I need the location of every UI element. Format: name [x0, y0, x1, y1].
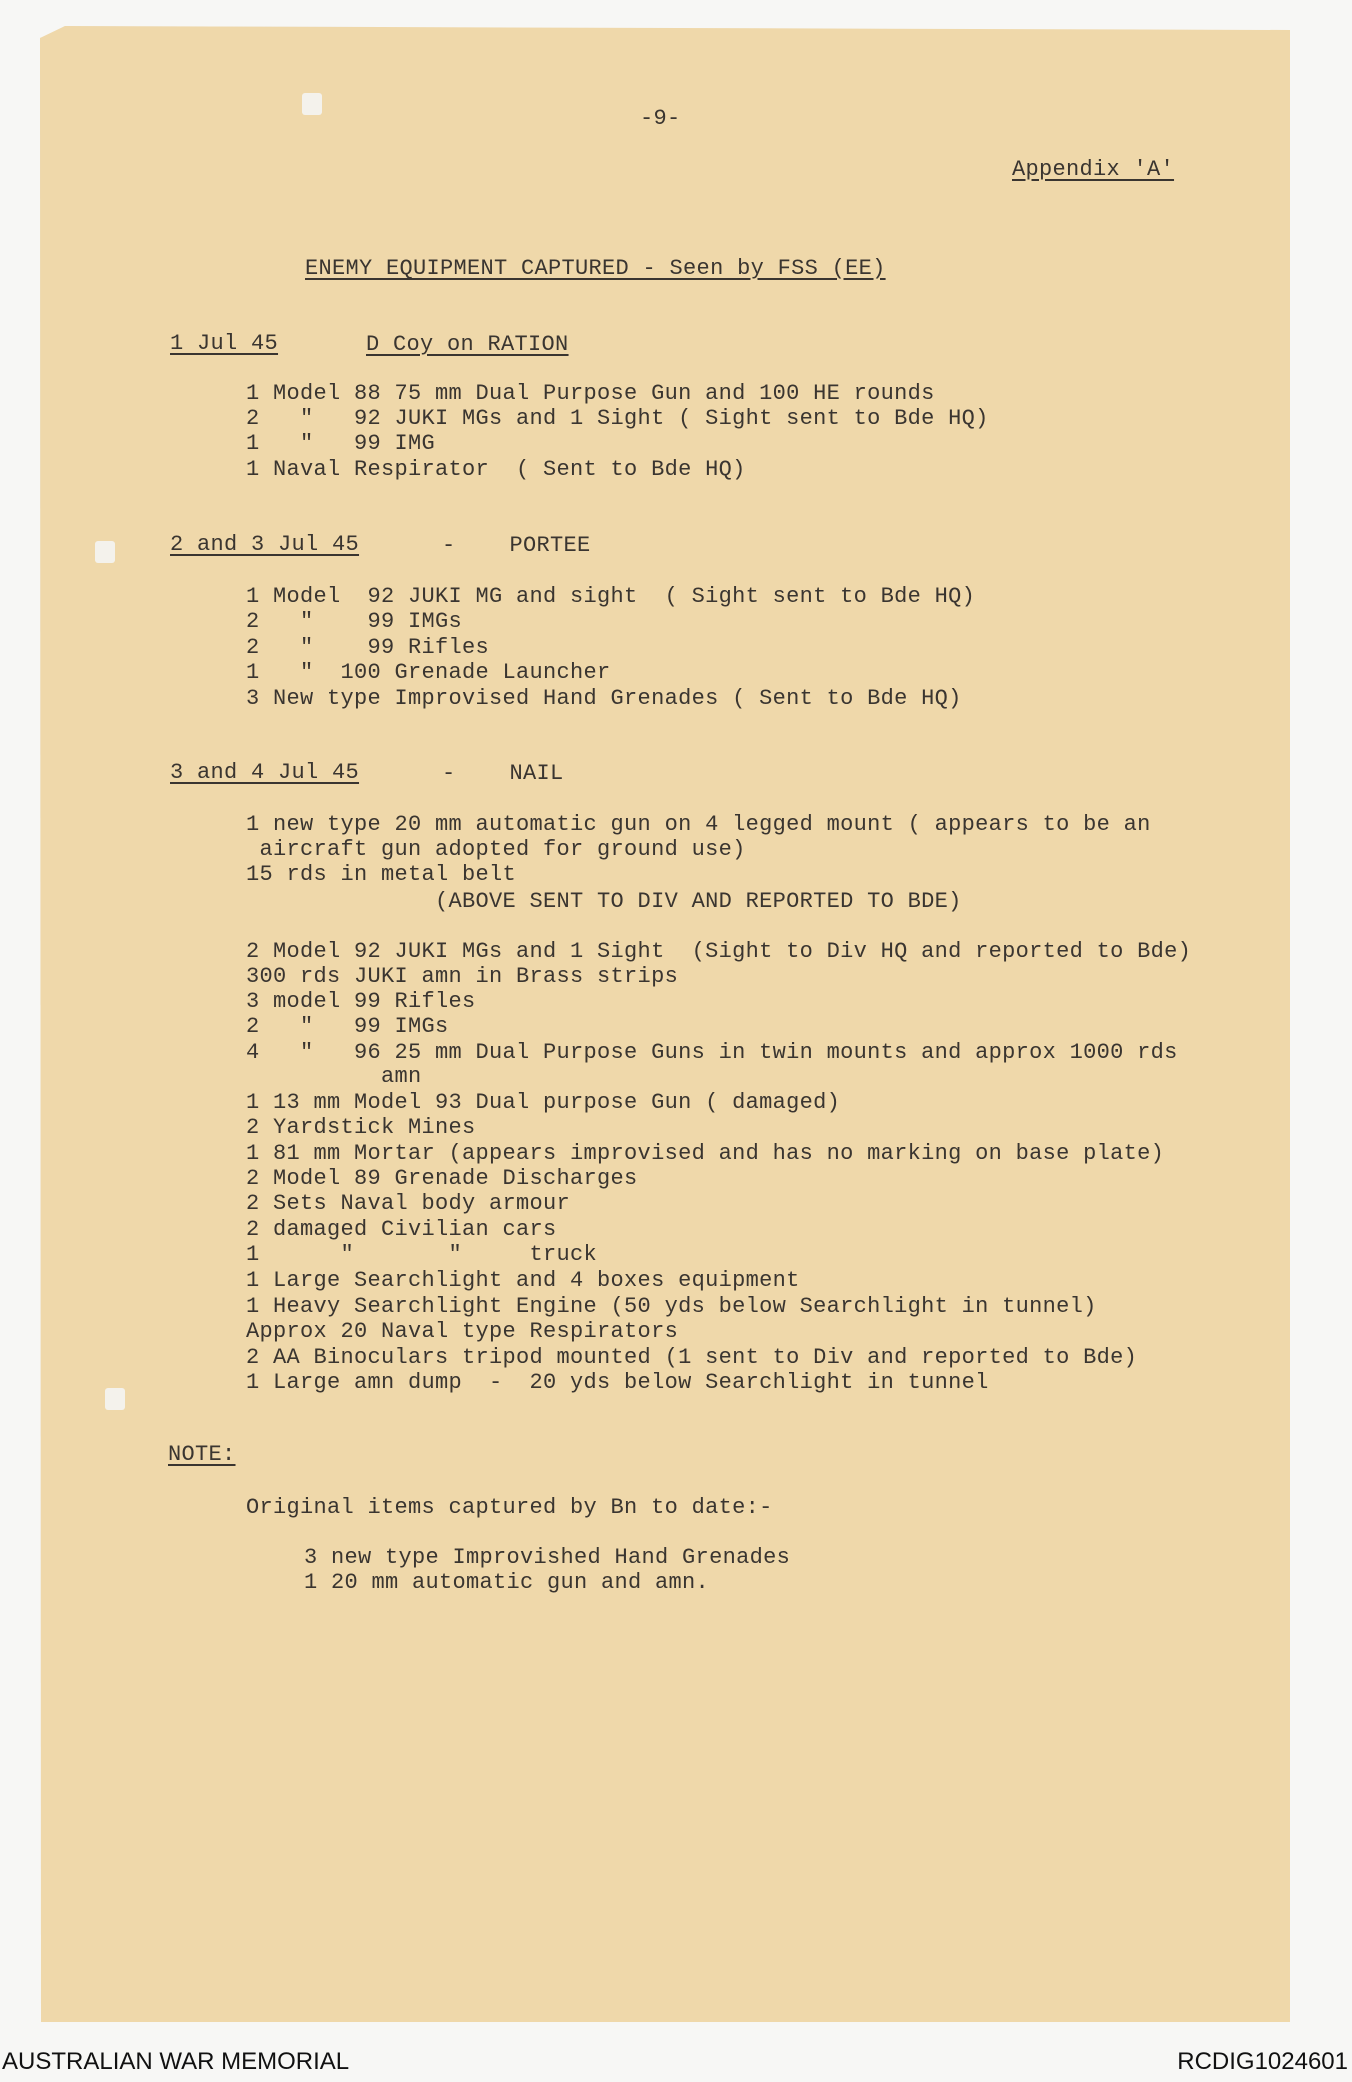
section-3-location: - NAIL	[442, 761, 564, 786]
page-number: -9-	[640, 106, 681, 131]
list-item: aircraft gun adopted for ground use)	[246, 837, 746, 862]
list-item: 1 " " truck	[246, 1242, 598, 1267]
footer-archive-name: AUSTRALIAN WAR MEMORIAL	[2, 2048, 350, 2075]
section-3-date: 3 and 4 Jul 45	[170, 760, 360, 785]
section-2-location: - PORTEE	[442, 533, 591, 558]
list-item: 2 " 99 Rifles	[246, 635, 490, 660]
list-item: 4 " 96 25 mm Dual Purpose Guns in twin mounts and approx 1000 rds	[246, 1040, 1178, 1065]
list-item: 2 " 99 IMGs	[246, 1014, 449, 1039]
list-item: 2 Yardstick Mines	[246, 1115, 476, 1140]
list-item: 2 " 92 JUKI MGs and 1 Sight ( Sight sent to Bde HQ)	[246, 406, 989, 431]
note-item: 1 20 mm automatic gun and amn.	[304, 1570, 710, 1595]
note-item: 3 new type Improvished Hand Grenades	[304, 1545, 791, 1570]
list-item: 1 Model 88 75 mm Dual Purpose Gun and 100 HE rounds	[246, 381, 935, 406]
note-intro: Original items captured by Bn to date:-	[246, 1495, 773, 1520]
section-1-date: 1 Jul 45	[170, 331, 279, 356]
list-item: 1 Naval Respirator ( Sent to Bde HQ)	[246, 457, 746, 482]
list-item: 1 " 99 IMG	[246, 431, 436, 456]
list-item: 1 Large amn dump - 20 yds below Searchlight in tunnel	[246, 1370, 989, 1395]
list-item: Approx 20 Naval type Respirators	[246, 1319, 679, 1344]
list-item: 2 damaged Civilian cars	[246, 1217, 557, 1242]
appendix-label: Appendix 'A'	[1012, 157, 1175, 182]
list-item: 2 " 99 IMGs	[246, 609, 463, 634]
note-label: NOTE:	[168, 1442, 236, 1467]
list-item: amn	[246, 1064, 422, 1089]
list-item: (ABOVE SENT TO DIV AND REPORTED TO BDE)	[246, 889, 962, 914]
list-item: 1 81 mm Mortar (appears improvised and has no marking on base plate)	[246, 1141, 1165, 1166]
section-1-location: D Coy on RATION	[366, 332, 569, 357]
document-title: ENEMY EQUIPMENT CAPTURED - Seen by FSS (EE)	[305, 256, 886, 281]
list-item: 15 rds in metal belt	[246, 862, 517, 887]
list-item: 1 13 mm Model 93 Dual purpose Gun ( damaged)	[246, 1090, 841, 1115]
list-item: 3 model 99 Rifles	[246, 989, 476, 1014]
list-item: 2 Sets Naval body armour	[246, 1191, 571, 1216]
list-item: 300 rds JUKI amn in Brass strips	[246, 964, 679, 989]
section-2-date: 2 and 3 Jul 45	[170, 532, 360, 557]
punch-hole-top	[302, 93, 322, 115]
list-item: 2 AA Binoculars tripod mounted (1 sent to Div and reported to Bde)	[246, 1345, 1138, 1370]
punch-hole-middle	[95, 541, 115, 563]
list-item: 3 New type Improvised Hand Grenades ( Sent to Bde HQ)	[246, 686, 962, 711]
list-item: 2 Model 92 JUKI MGs and 1 Sight (Sight to Div HQ and reported to Bde)	[246, 939, 1192, 964]
list-item: 1 Large Searchlight and 4 boxes equipment	[246, 1268, 800, 1293]
list-item: 1 new type 20 mm automatic gun on 4 legged mount ( appears to be an	[246, 812, 1151, 837]
list-item: 1 Heavy Searchlight Engine (50 yds below Searchlight in tunnel)	[246, 1294, 1097, 1319]
document-sheet	[40, 26, 1290, 2022]
list-item: 2 Model 89 Grenade Discharges	[246, 1166, 638, 1191]
punch-hole-bottom	[105, 1388, 125, 1410]
list-item: 1 " 100 Grenade Launcher	[246, 660, 611, 685]
footer-record-id: RCDIG1024601	[1177, 2048, 1348, 2075]
list-item: 1 Model 92 JUKI MG and sight ( Sight sent to Bde HQ)	[246, 584, 976, 609]
